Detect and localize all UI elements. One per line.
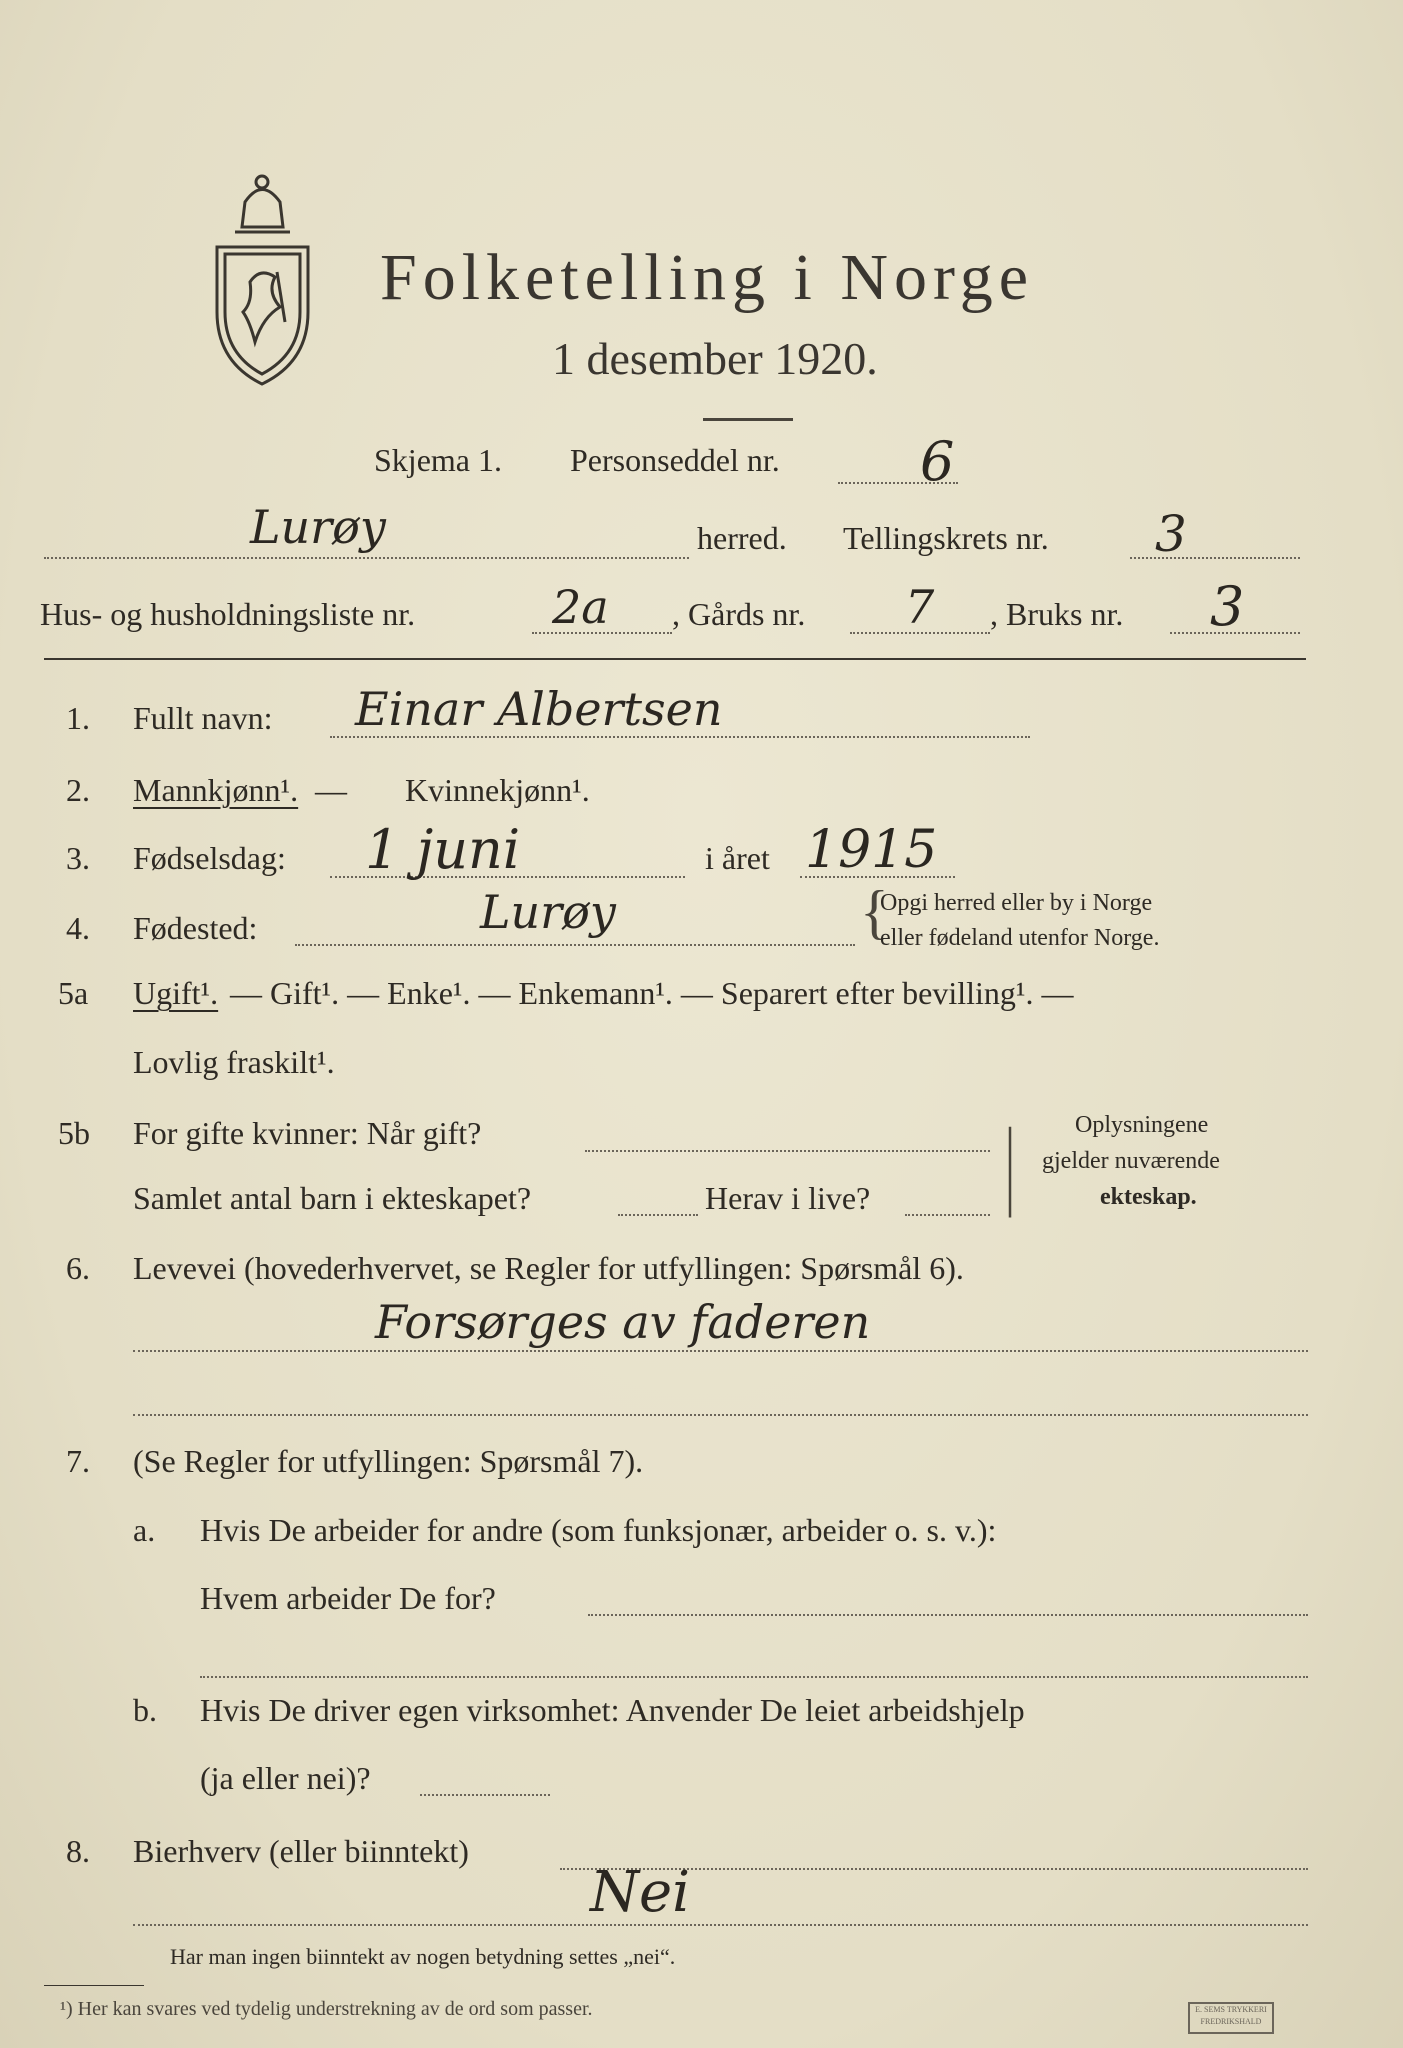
- bruks-label: , Bruks nr.: [990, 596, 1124, 632]
- q2-male-option[interactable]: Mannkjønn¹.: [133, 772, 299, 808]
- q4-brace: {: [860, 879, 889, 945]
- q6-field-line2[interactable]: [133, 1414, 1308, 1416]
- q7-number: 7.: [66, 1443, 90, 1479]
- personseddel-value: 6: [920, 430, 955, 493]
- q7a-employer-field-line2[interactable]: [200, 1676, 1308, 1678]
- q5b-note-line2: gjelder nuværende: [1042, 1148, 1220, 1174]
- q4-note-line2: eller fødeland utenfor Norge.: [880, 925, 1160, 951]
- q7a-employer-field[interactable]: [588, 1614, 1308, 1616]
- q5b-when-married-field[interactable]: [585, 1150, 990, 1152]
- q4-note-line1: Opgi herred eller by i Norge: [880, 890, 1153, 916]
- q5a-options[interactable]: — Gift¹. — Enke¹. — Enkemann¹. — Separert efter bevilling¹. —: [230, 975, 1074, 1011]
- herred-field[interactable]: [44, 557, 689, 559]
- q6-field-line1[interactable]: [133, 1350, 1308, 1352]
- q5b-brace: |: [1005, 1107, 1016, 1218]
- q3-year-value: 1915: [805, 820, 938, 880]
- q1-label: Fullt navn:: [133, 700, 273, 736]
- tellingskrets-label: Tellingskrets nr.: [843, 520, 1049, 556]
- q4-value: Lurøy: [480, 885, 616, 939]
- q8-label: Bierhverv (eller biinntekt): [133, 1833, 469, 1869]
- q7a-number: a.: [133, 1512, 156, 1548]
- q5b-alive-field[interactable]: [905, 1214, 990, 1216]
- q7a-label-employer: Hvem arbeider De for?: [200, 1580, 496, 1616]
- form-title: Folketelling i Norge: [380, 241, 1035, 314]
- gards-value: 7: [905, 580, 935, 634]
- q7b-field[interactable]: [420, 1794, 550, 1796]
- footnote: ¹) Her kan svares ved tydelig understrekning av de ord som passer.: [60, 1998, 593, 2020]
- coat-of-arms-icon: [205, 172, 320, 387]
- hus-value: 2a: [552, 580, 609, 634]
- q4-number: 4.: [66, 910, 90, 946]
- personseddel-label: Personseddel nr.: [570, 442, 780, 478]
- q7b-label-yes-no: (ja eller nei)?: [200, 1760, 371, 1796]
- q6-value: Forsørges av faderen: [375, 1295, 871, 1349]
- q5b-note-line3: ekteskap.: [1100, 1184, 1197, 1210]
- q6-label: Levevei (hovederhvervet, se Regler for utfyllingen: Spørsmål 6).: [133, 1250, 964, 1286]
- header-separator: [44, 658, 1306, 660]
- skjema-label: Skjema 1.: [374, 442, 502, 478]
- q5a-ugift-option[interactable]: Ugift¹.: [133, 975, 219, 1011]
- q4-label: Fødested:: [133, 910, 258, 946]
- q8-field-line2[interactable]: [133, 1924, 1308, 1926]
- q5b-label-when-married: For gifte kvinner: Når gift?: [133, 1115, 482, 1151]
- q6-number: 6.: [66, 1250, 90, 1286]
- q5b-note-line1: Oplysningene: [1075, 1112, 1209, 1138]
- q5a-number: 5a: [58, 975, 89, 1011]
- q1-value: Einar Albertsen: [355, 682, 723, 736]
- footer-note: Har man ingen biinntekt av nogen betydning settes „nei“.: [170, 1944, 676, 1969]
- hus-label: Hus- og husholdningsliste nr.: [40, 596, 416, 632]
- q1-number: 1.: [66, 700, 90, 736]
- q2-number: 2.: [66, 772, 90, 808]
- q5b-children-field[interactable]: [618, 1214, 698, 1216]
- q2-female-option[interactable]: Kvinnekjønn¹.: [405, 772, 590, 808]
- q8-value: Nei: [590, 1860, 691, 1925]
- title-divider: [703, 418, 793, 421]
- form-date: 1 desember 1920.: [552, 333, 878, 384]
- q4-field[interactable]: [295, 944, 855, 946]
- q7-label: (Se Regler for utfyllingen: Spørsmål 7).: [133, 1443, 644, 1479]
- gards-label: , Gårds nr.: [672, 596, 806, 632]
- q3-number: 3.: [66, 840, 90, 876]
- q3-year-label: i året: [705, 840, 770, 876]
- q5b-label-children: Samlet antal barn i ekteskapet?: [133, 1180, 532, 1216]
- q8-number: 8.: [66, 1833, 90, 1869]
- q1-field[interactable]: [330, 736, 1030, 738]
- herred-value: Lurøy: [250, 500, 386, 554]
- bruks-value: 3: [1210, 575, 1245, 638]
- herred-label: herred.: [697, 520, 787, 556]
- q5a-option-fraskilt[interactable]: Lovlig fraskilt¹.: [133, 1044, 335, 1080]
- q7b-label: Hvis De driver egen virksomhet: Anvender De leiet arbeidshjelp: [200, 1692, 1025, 1728]
- q7a-label: Hvis De arbeider for andre (som funksjonær, arbeider o. s. v.):: [200, 1512, 997, 1548]
- tellingskrets-value: 3: [1155, 505, 1187, 563]
- q3-label: Fødselsdag:: [133, 840, 286, 876]
- q7b-number: b.: [133, 1692, 157, 1728]
- q3-value: 1 juni: [365, 818, 521, 881]
- printer-stamp: E. SEMS TRYKKERI FREDRIKSHALD: [1188, 2002, 1274, 2034]
- q2-separator: —: [315, 772, 347, 808]
- footnote-rule: [44, 1985, 144, 1986]
- q5b-label-alive: Herav i live?: [705, 1180, 871, 1216]
- q5b-number: 5b: [58, 1115, 90, 1151]
